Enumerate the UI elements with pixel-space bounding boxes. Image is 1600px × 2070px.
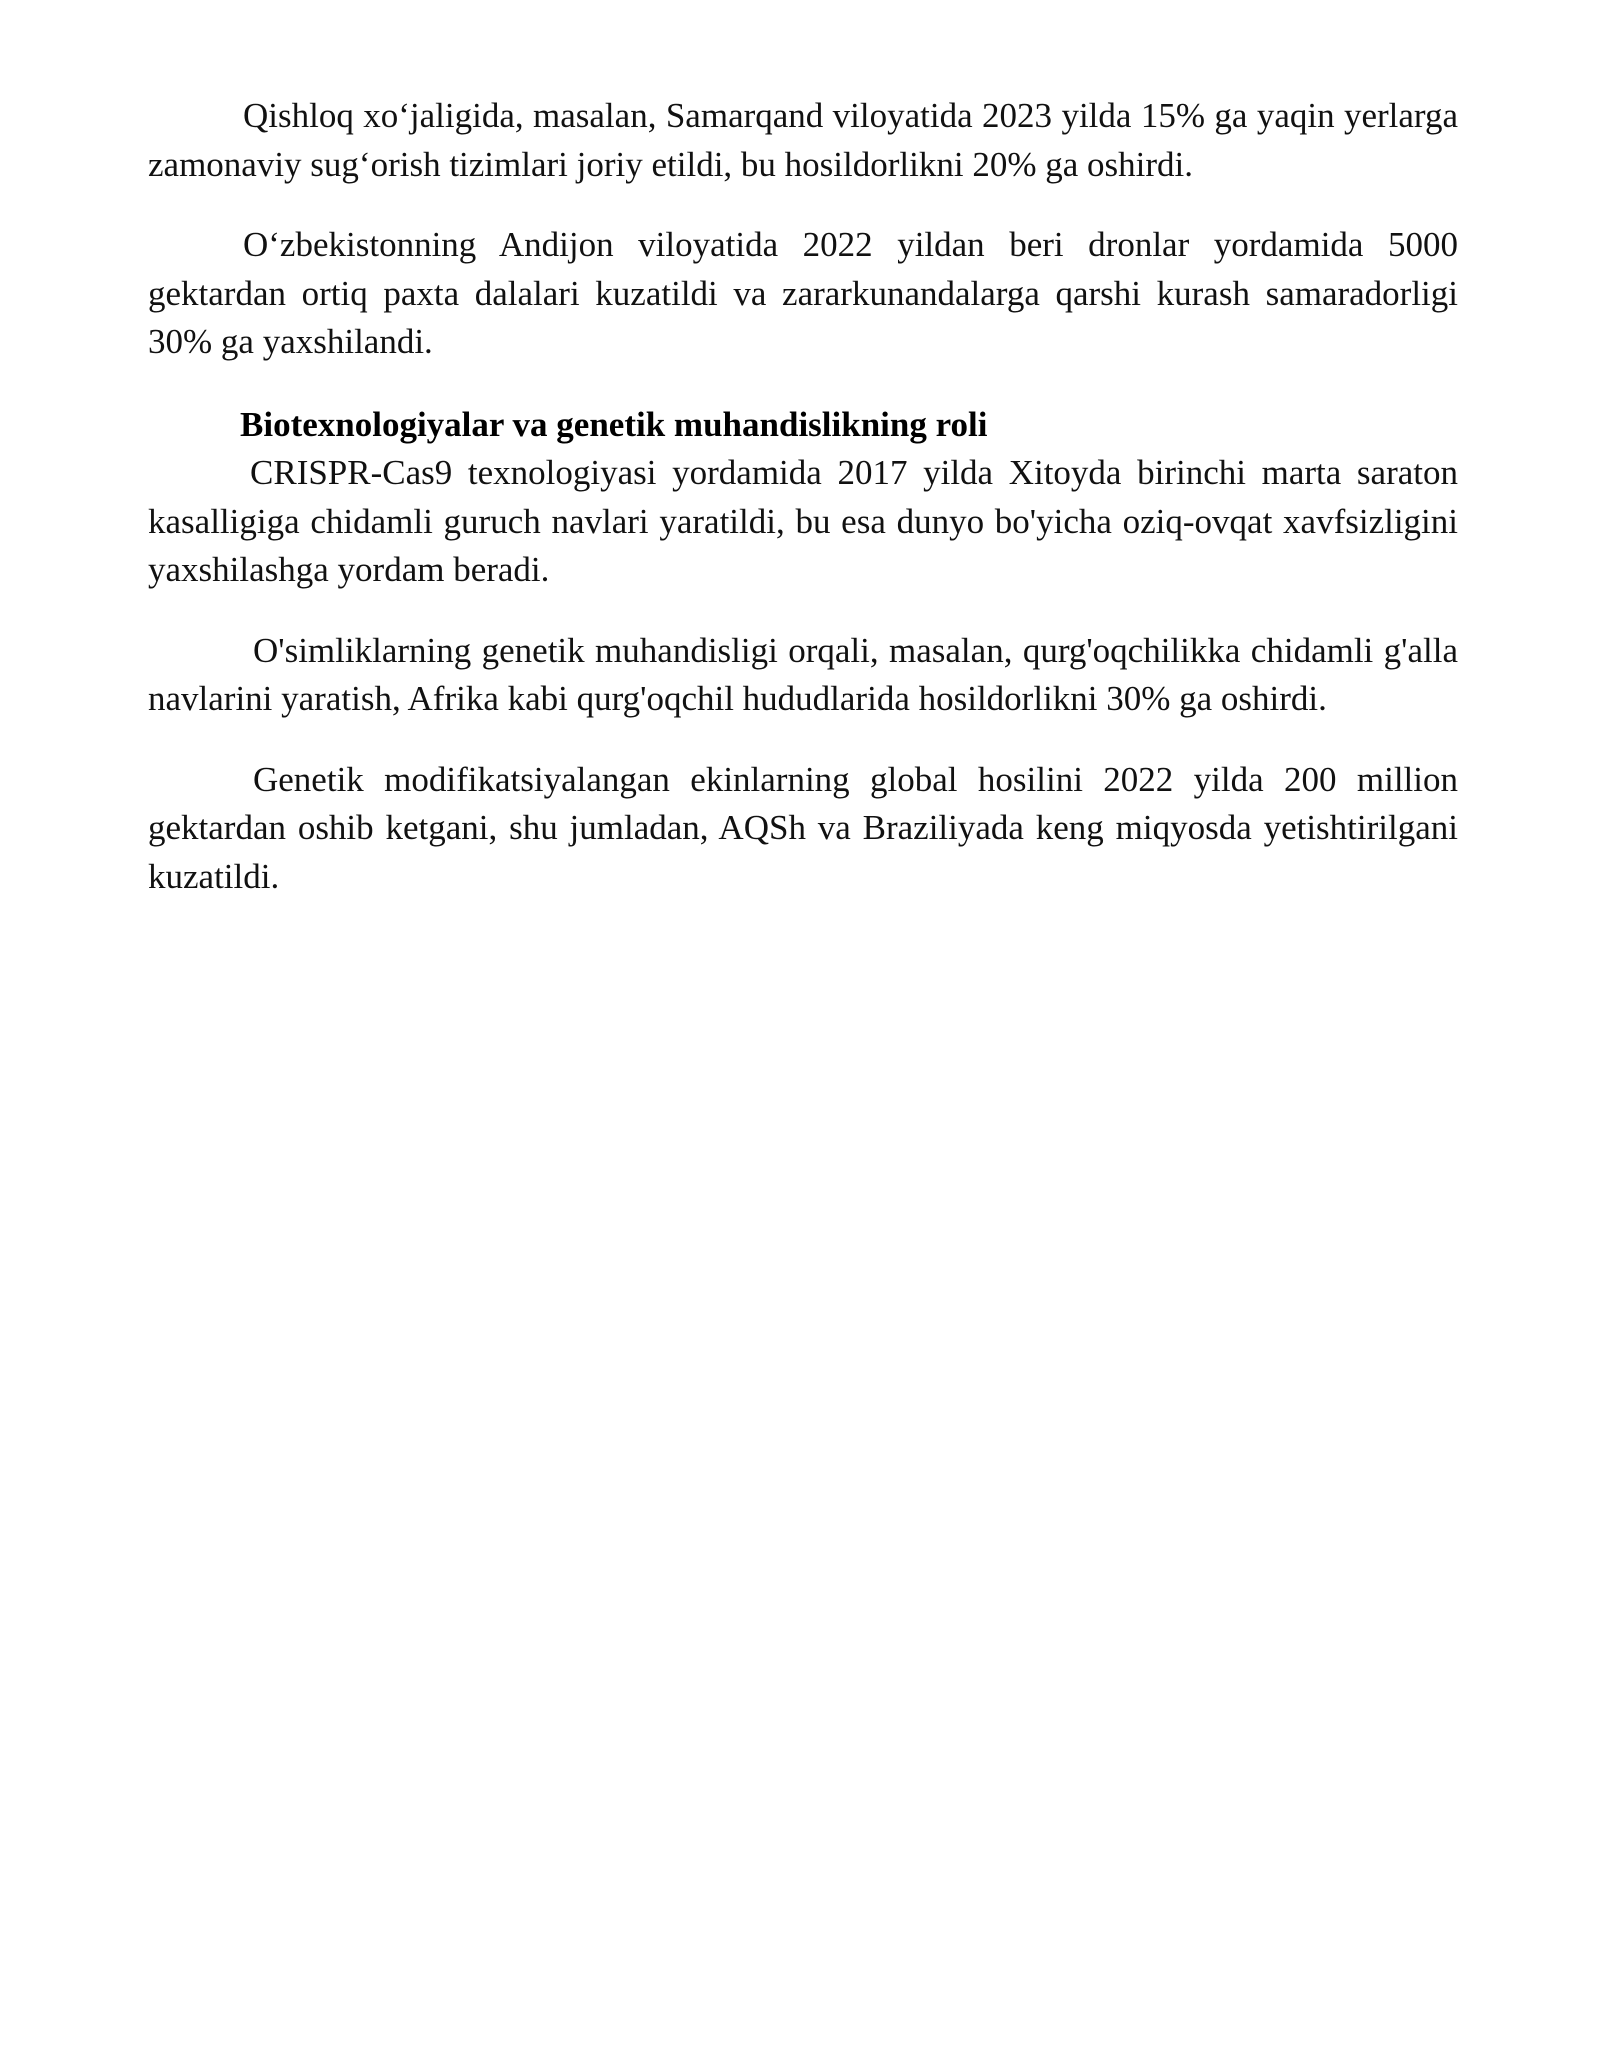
paragraph-samarqand-irrigation: Qishloq xo‘jaligida, masalan, Samarqand viloyatida 2023 yilda 15% ga yaqin yerlarga zamonaviy sug‘orish tizimlari joriy etildi, bu hosildorlikni 20% ga oshirdi.: [148, 96, 1458, 184]
paragraph-crispr-rice: CRISPR-Cas9 texnologiyasi yordamida 2017 yilda Xitoyda birinchi marta saraton kasalligiga chidamli guruch navlari yaratildi, bu esa dunyo bo'yicha oziq-ovqat xavfsizligini yaxshilashga yordam beradi.: [148, 453, 1458, 589]
paragraph-drought-resistant-grain: O'simliklarning genetik muhandisligi orqali, masalan, qurg'oqchilikka chidamli g'alla navlarini yaratish, Afrika kabi qurg'oqchil hududlarida hosildorlikni 30% ga oshirdi.: [148, 630, 1458, 718]
document-body: [148, 92, 1458, 933]
section-heading-biotechnology: Biotexnologiyalar va genetik muhandislikning roli: [240, 404, 988, 444]
paragraph-gm-crops-global: Genetik modifikatsiyalangan ekinlarning global hosilini 2022 yilda 200 million gektardan oshib ketgani, shu jumladan, AQSh va Braziliyada keng miqyosda yetishtirilgani kuzatildi.: [148, 759, 1458, 896]
paragraph-andijon-drones: O‘zbekistonning Andijon viloyatida 2022 yildan beri dronlar yordamida 5000 gektardan ortiq paxta dalalari kuzatildi va zararkunandalarga qarshi kurash samaradorligi 30% ga yaxshilandi.: [148, 225, 1458, 361]
